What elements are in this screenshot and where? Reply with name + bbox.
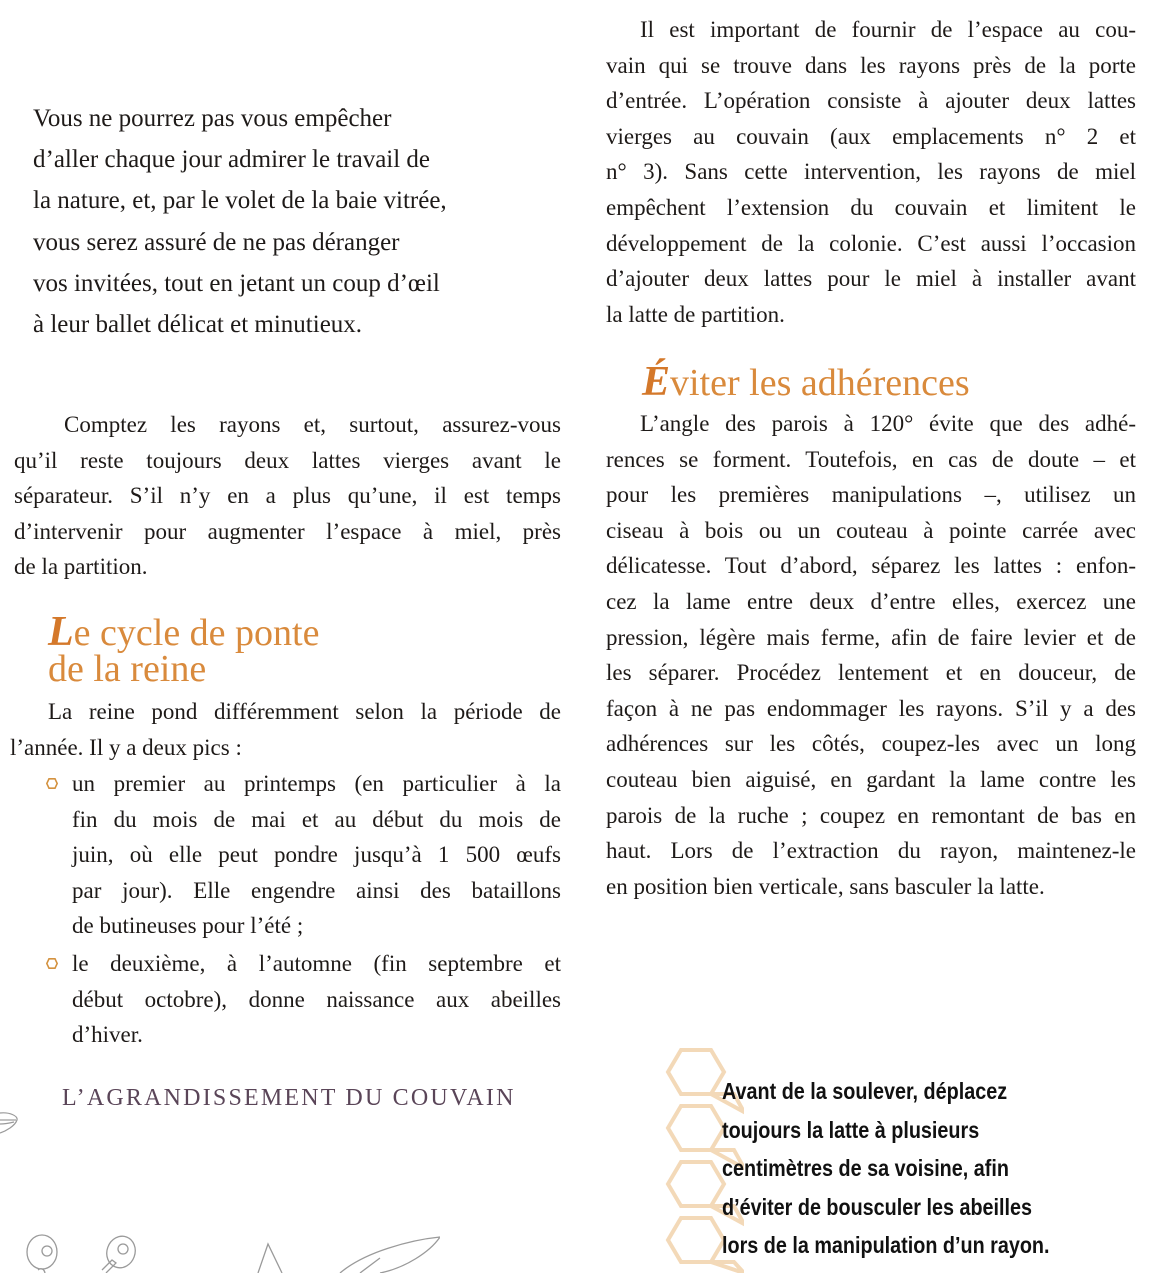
paragraph-line: n° 3). Sans cette intervention, les rayons de miel — [606, 159, 1136, 185]
paragraph-line: d’entrée. L’opération consiste à ajouter deux lattes — [606, 88, 1136, 114]
bullet-line: d’hiver. — [72, 1022, 143, 1048]
bullet-item — [46, 766, 561, 944]
tip-note — [722, 1072, 1050, 1265]
paragraph-line: vain qui se trouve dans les rayons près de la porte — [606, 52, 1136, 78]
note-line: Avant de la soulever, déplacez — [722, 1078, 1008, 1104]
note-line: toujours la latte à plusieurs — [722, 1116, 980, 1143]
intro-line: vous serez assuré de ne pas déranger — [33, 228, 400, 256]
subheading-agrandissement: L’AGRANDISSEMENT DU COUVAIN — [62, 1085, 516, 1111]
paragraph-line: les séparer. Procédez lentement et en douceur, de — [606, 660, 1136, 686]
heading-text: e cycle de ponte — [73, 612, 320, 654]
paragraph-line: empêchent l’extension du couvain et limitent le — [606, 194, 1136, 220]
heading-text: de la reine — [48, 648, 207, 690]
section-heading-cycle — [48, 609, 320, 690]
cycle-intro — [10, 694, 561, 765]
paragraph-line: L’angle des parois à 120° évite que des adhé- — [640, 411, 1136, 436]
paragraph-line: la latte de partition. — [606, 301, 785, 327]
paragraph-line: vierges au couvain (aux emplacements n° 2 et — [606, 123, 1136, 149]
paragraph-line: qu’il reste toujours deux lattes vierges avant le — [14, 447, 561, 473]
paragraph-line: pression, légère mais ferme, afin de faire levier et de — [606, 624, 1136, 650]
paragraph-line: façon à ne pas endommager les rayons. S’il y a des — [606, 695, 1136, 721]
bullet-line: début octobre), donne naissance aux abeilles — [72, 986, 561, 1012]
paragraph-line: Il est important de fournir de l’espace au cou- — [640, 17, 1136, 42]
leaf-doodle-icon — [0, 1110, 24, 1140]
bullet-line: par jour). Elle engendre ainsi des bataillons — [72, 877, 561, 903]
bullet-list — [46, 766, 561, 1053]
paragraph-line: adhérences sur les côtés, coupez-les avec un long — [606, 731, 1136, 757]
note-line: centimètres de sa voisine, afin — [722, 1155, 1009, 1181]
bee-doodles-icon — [20, 1230, 440, 1273]
drop-cap: L — [48, 609, 74, 655]
paragraph-line: séparateur. S’il n’y en a plus qu’une, il est temps — [14, 483, 561, 509]
paragraph-line: haut. Lors de l’extraction du rayon, maintenez-le — [606, 838, 1136, 864]
paragraph-line: ciseau à bois ou un couteau à pointe carrée avec — [606, 517, 1136, 543]
adherences-paragraph — [606, 406, 1136, 904]
paragraph-line: en position bien verticale, sans basculer la latte. — [606, 873, 1045, 899]
paragraph-line: couteau bien aiguisé, en gardant la lame contre les — [606, 766, 1136, 792]
paragraph-line: d’intervenir pour augmenter l’espace à miel, près — [14, 518, 561, 544]
hexagon-bullet-icon — [46, 778, 58, 789]
bullet-line: juin, où elle peut pondre jusqu’à 1 500 œufs — [72, 842, 561, 868]
paragraph-line: l’année. Il y a deux pics : — [10, 734, 242, 760]
paragraph-line: d’ajouter deux lattes pour le miel à installer avant — [606, 266, 1136, 292]
paragraph-line: rences se forment. Toutefois, en cas de doute – et — [606, 446, 1136, 472]
bullet-line: fin du mois de mai et au début du mois de — [72, 806, 561, 832]
paragraph-line: La reine pond différemment selon la période de — [48, 699, 561, 724]
note-line: lors de la manipulation d’un rayon. — [722, 1232, 1050, 1258]
intro-text — [33, 98, 573, 345]
hexagon-bullet-icon — [46, 958, 58, 969]
intro-line: la nature, et, par le volet de la baie vitrée, — [33, 187, 447, 215]
paragraph-line: délicatesse. Tout d’abord, séparez les lattes : enfon- — [606, 553, 1136, 579]
bullet-line: de butineuses pour l’été ; — [72, 913, 304, 939]
note-line: d’éviter de bousculer les abeilles — [722, 1193, 1033, 1220]
paragraph-line: développement de la colonie. C’est aussi l’occasion — [606, 230, 1136, 256]
left-paragraph — [14, 407, 561, 585]
drop-cap: É — [642, 359, 671, 405]
bullet-line: un premier au printemps (en particulier à la — [72, 771, 561, 796]
intro-line: à leur ballet délicat et minutieux. — [33, 311, 363, 339]
intro-line: vos invitées, tout en jetant un coup d’œil — [33, 269, 440, 297]
heading-text: viter les adhérences — [670, 362, 970, 404]
paragraph-line: parois de la ruche ; coupez en remontant de bas en — [606, 802, 1136, 828]
paragraph-line: pour les premières manipulations –, utilisez un — [606, 482, 1136, 508]
intro-line: Vous ne pourrez pas vous empêcher — [33, 105, 392, 132]
right-paragraph — [606, 12, 1136, 332]
paragraph-line: Comptez les rayons et, surtout, assurez-vous — [64, 412, 561, 437]
bullet-item — [46, 946, 561, 1053]
paragraph-line: de la partition. — [14, 554, 148, 580]
paragraph-line: cez la lame entre deux d’entre elles, exercez une — [606, 588, 1136, 614]
intro-line: d’aller chaque jour admirer le travail de — [33, 146, 431, 174]
section-heading-adherences — [642, 359, 970, 405]
bullet-line: le deuxième, à l’automne (fin septembre et — [72, 950, 561, 976]
